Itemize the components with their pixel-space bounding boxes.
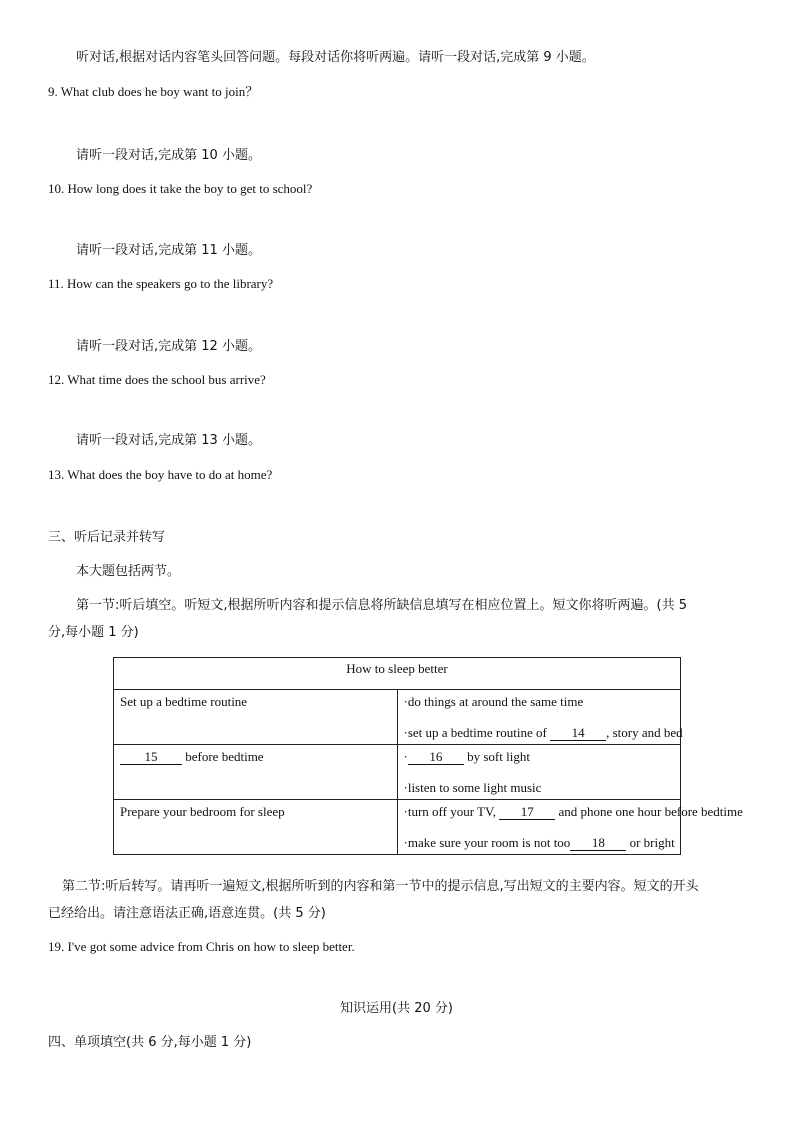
table-line: ·set up a bedtime routine of 14 , story and bed [403, 725, 683, 740]
question-12-directions: 请听一段对话,完成第 12 小题。 [76, 339, 261, 354]
blank-17[interactable]: 17 [499, 804, 555, 820]
section1-instructions-line1: 第一节:听后填空。听短文,根据所听内容和提示信息将所缺信息填写在相应位置上。短文你将听两遍。(共 5 [76, 598, 687, 613]
table-line: ·listen to some light music [403, 780, 542, 795]
question-10-directions: 请听一段对话,完成第 10 小题。 [76, 148, 261, 163]
table-cell: Prepare your bedroom for sleep [114, 800, 398, 855]
blank-14[interactable]: 14 [550, 725, 606, 741]
table-row [114, 800, 681, 855]
section2-instructions-line2: 已经给出。请注意语法正确,语意连贯。(共 5 分) [48, 906, 326, 921]
table-cell: 15 before bedtime [114, 745, 398, 800]
table-title: How to sleep better [114, 658, 681, 690]
part3-intro: 本大题包括两节。 [76, 564, 181, 579]
section2-instructions-line1: 第二节:听后转写。请再听一遍短文,根据所听到的内容和第一节中的提示信息,写出短文的主要内容。短文的开头 [62, 879, 699, 894]
part3-heading: 三、听后记录并转写 [48, 530, 166, 545]
question-13: 13. What does the boy have to do at home? [48, 467, 273, 482]
part2-instructions: 听对话,根据对话内容笔头回答问题。每段对话你将听两遍。请听一段对话,完成第 9 小题。 [76, 50, 595, 65]
blank-16[interactable]: 16 [408, 749, 464, 765]
question-11-directions: 请听一段对话,完成第 11 小题。 [76, 243, 261, 258]
question-11: 11. How can the speakers go to the library? [48, 276, 274, 291]
blank-15[interactable]: 15 [120, 749, 182, 765]
blank-18[interactable]: 18 [570, 835, 626, 851]
question-10: 10. How long does it take the boy to get to school? [48, 181, 313, 196]
part4-heading: 四、单项填空(共 6 分,每小题 1 分) [48, 1035, 252, 1050]
table-row [114, 690, 681, 745]
question-12: 12. What time does the school bus arrive? [48, 372, 266, 387]
section-title: 知识运用(共 20 分) [340, 1001, 453, 1016]
table-line: ·do things at around the same time [403, 694, 584, 709]
table-cell [397, 800, 743, 855]
table-cell [397, 745, 681, 800]
question-9: 9. What club does he boy want to join？ [48, 84, 259, 99]
sleep-table [113, 657, 743, 855]
question-19: 19. I've got some advice from Chris on how to sleep better. [48, 939, 355, 954]
table-line: · 16 by soft light [403, 749, 530, 764]
table-cell [397, 690, 681, 745]
table-line: ·make sure your room is not too 18 or bright [403, 835, 675, 850]
section1-instructions-line2: 分,每小题 1 分) [48, 625, 139, 640]
table-row [114, 745, 681, 800]
table-line: ·turn off your TV, 17 and phone one hour before bedtime [403, 804, 743, 819]
table-cell: Set up a bedtime routine [114, 690, 398, 745]
question-13-directions: 请听一段对话,完成第 13 小题。 [76, 433, 261, 448]
